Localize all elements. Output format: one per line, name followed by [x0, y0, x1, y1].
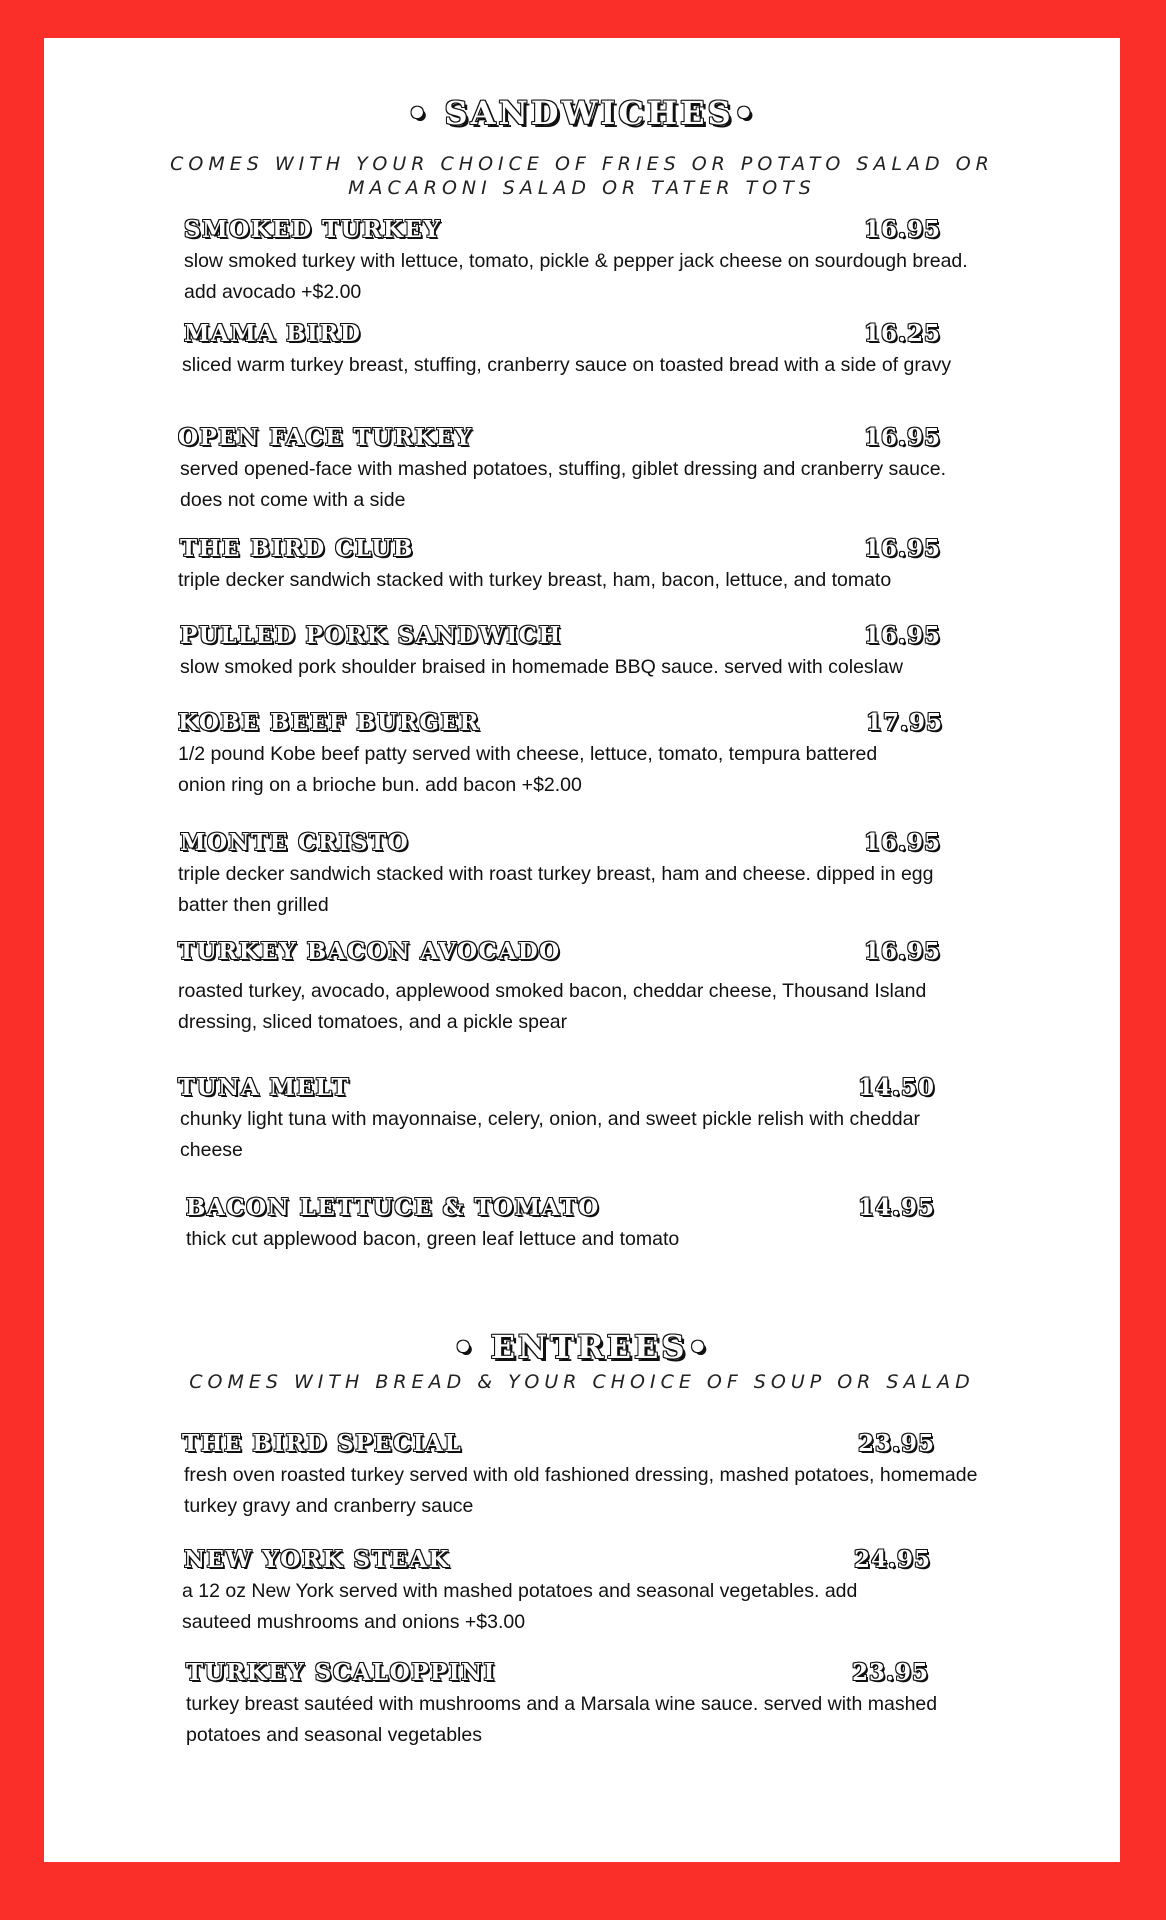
item-description: triple decker sandwich stacked with turkey breast, ham, bacon, lettuce, and tomato — [178, 569, 892, 591]
item-name: MAMA BIRD — [184, 320, 362, 347]
item-price: 24.95 — [854, 1546, 932, 1573]
item-description: slow smoked turkey with lettuce, tomato, pickle & pepper jack cheese on sourdough bread. add avocado +$2.00 — [184, 250, 968, 303]
item-price: 16.95 — [864, 216, 942, 243]
item-name: OPEN FACE TURKEY — [178, 424, 473, 451]
sandwiches-title: • SANDWICHES• — [406, 94, 758, 132]
item-name: TUNA MELT — [178, 1074, 350, 1101]
item-price: 23.95 — [852, 1659, 930, 1686]
item-description: thick cut applewood bacon, green leaf lettuce and tomato — [186, 1228, 680, 1250]
item-name: KOBE BEEF BURGER — [178, 709, 481, 736]
item-name: THE BIRD SPECIAL — [182, 1430, 463, 1457]
item-price: 16.25 — [864, 320, 942, 347]
sandwiches-subtitle: COMES WITH YOUR CHOICE OF FRIES OR POTATO SALAD OR MACARONI SALAD OR TATER TOTS — [170, 153, 994, 199]
item-price: 14.95 — [858, 1194, 936, 1221]
item-price: 17.95 — [866, 709, 944, 736]
menu-panel — [44, 38, 1120, 1862]
item-name: NEW YORK STEAK — [184, 1546, 451, 1573]
entrees-subtitle: COMES WITH BREAD & YOUR CHOICE OF SOUP OR SALAD — [189, 1371, 975, 1393]
item-price: 16.95 — [864, 622, 942, 649]
item-description: sliced warm turkey breast, stuffing, cranberry sauce on toasted bread with a side of gravy — [182, 354, 952, 376]
item-description: served opened-face with mashed potatoes, stuffing, giblet dressing and cranberry sauce. does not come with a side — [180, 458, 947, 511]
item-name: MONTE CRISTO — [180, 829, 410, 856]
item-price: 23.95 — [858, 1430, 936, 1457]
item-name: PULLED PORK SANDWICH — [180, 622, 562, 649]
item-description: turkey breast sautéed with mushrooms and a Marsala wine sauce. served with mashed potatoes and seasonal vegetables — [186, 1693, 938, 1746]
item-price: 16.95 — [864, 938, 942, 965]
item-name: THE BIRD CLUB — [180, 535, 414, 562]
item-description: a 12 oz New York served with mashed potatoes and seasonal vegetables. add sauteed mushrooms and onions +$3.00 — [182, 1580, 858, 1633]
item-description: roasted turkey, avocado, applewood smoked bacon, cheddar cheese, Thousand Island dressing, sliced tomatoes, and a pickle spear — [178, 980, 927, 1033]
item-name: TURKEY SCALOPPINI — [186, 1659, 496, 1686]
item-price: 16.95 — [864, 829, 942, 856]
item-price: 16.95 — [864, 535, 942, 562]
item-description: slow smoked pork shoulder braised in homemade BBQ sauce. served with coleslaw — [180, 656, 903, 678]
item-description: chunky light tuna with mayonnaise, celery, onion, and sweet pickle relish with cheddar cheese — [180, 1108, 920, 1161]
item-price: 14.50 — [858, 1074, 936, 1101]
item-name: SMOKED TURKEY — [184, 216, 442, 243]
item-price: 16.95 — [864, 424, 942, 451]
entrees-title: • ENTREES• — [453, 1328, 711, 1366]
item-description: fresh oven roasted turkey served with old fashioned dressing, mashed potatoes, homemade turkey gravy and cranberry sauce — [184, 1464, 978, 1517]
item-name: TURKEY BACON AVOCADO — [178, 938, 561, 965]
item-description: triple decker sandwich stacked with roast turkey breast, ham and cheese. dipped in egg batter then grilled — [178, 863, 934, 916]
item-name: BACON LETTUCE & TOMATO — [186, 1194, 600, 1221]
item-description: 1/2 pound Kobe beef patty served with cheese, lettuce, tomato, tempura battered onion ring on a brioche bun. add bacon +$2.00 — [178, 743, 878, 796]
